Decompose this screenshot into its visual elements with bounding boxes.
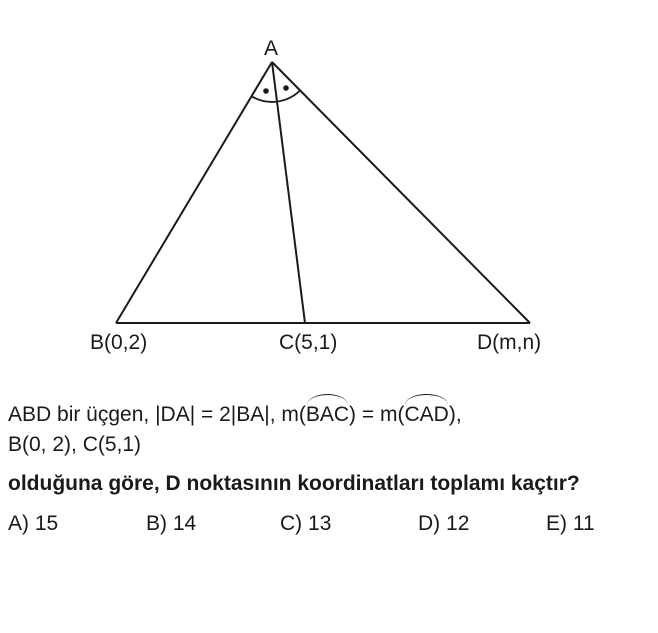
choice-letter: E) [546,512,567,535]
choice-value: 14 [172,512,197,535]
angle-bac: BAC [306,400,349,430]
given-line-2: B(0, 2), C(5,1) [8,433,142,456]
angle-cad: CAD [404,400,448,430]
side-ad [272,62,530,323]
paren-open: ( [397,403,405,426]
choice-c[interactable] [280,510,418,538]
question-prompt: olduğuna göre, D noktasının koordinatları toplamı kaçtır? [8,472,580,495]
side-ab [116,62,272,323]
choice-b[interactable] [146,510,280,538]
choice-letter: B) [146,512,167,535]
paren-close: ) [448,403,456,426]
given-line-1 [8,400,648,430]
choice-a[interactable] [8,510,146,538]
given-text: ABD bir üçgen, |DA| = 2|BA|, m [8,403,299,426]
label-b: B(0,2) [90,331,148,354]
choice-value: 13 [308,512,332,535]
answer-choices [8,510,648,538]
choice-letter: D) [418,512,441,535]
choice-value: 12 [446,512,470,535]
choice-value: 11 [572,512,595,535]
choice-d[interactable] [418,510,546,538]
choice-e[interactable] [546,510,595,538]
paren-close: ) [349,403,357,426]
angle-mark-cad [283,85,289,91]
label-a: A [264,37,279,60]
equals-m: = m [356,403,398,426]
choice-letter: C) [280,512,303,535]
label-d: D(m,n) [477,331,542,354]
paren-open: ( [298,403,306,426]
label-c: C(5,1) [279,331,338,354]
given-end: , [455,403,462,426]
choice-letter: A) [8,512,29,535]
angle-mark-bac [263,88,269,94]
question-block [8,400,648,538]
choice-value: 15 [34,512,59,535]
